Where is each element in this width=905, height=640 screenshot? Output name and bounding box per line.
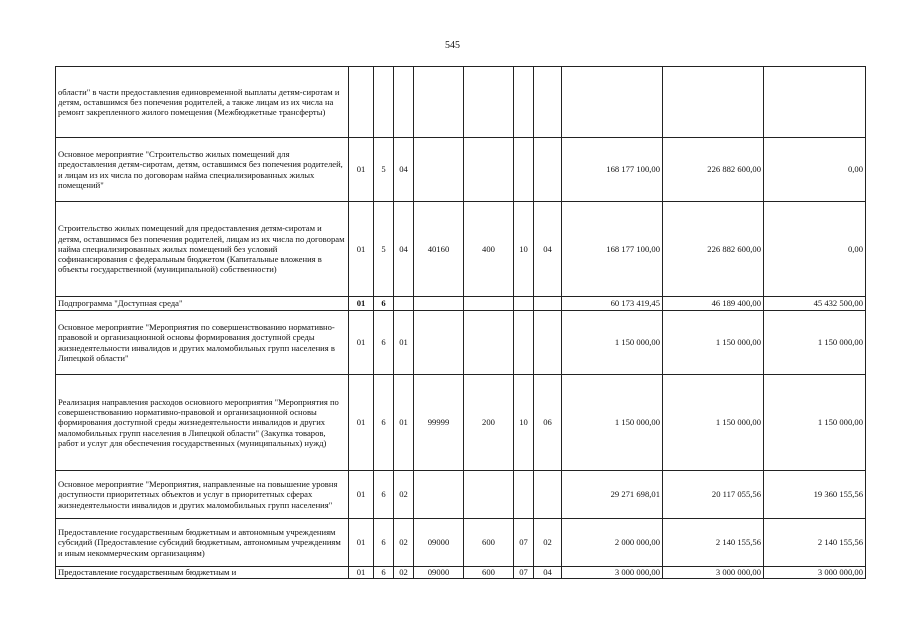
row-c7-cell [534, 138, 562, 202]
row-c2-cell [374, 67, 394, 138]
table-row [56, 567, 866, 579]
row-v3-cell: 3 000 000,00 [764, 567, 866, 579]
row-c5-cell: 400 [464, 202, 514, 297]
row-c4-cell: 40160 [414, 202, 464, 297]
row-name-cell: Строительство жилых помещений для предоставления детям-сиротам и детям, оставшимся без попечения родителей, лицам из их числа по договорам найма специализированных жилых помещений без условий софинансирования с федеральным бюджетом (Капитальные вложения в объекты государственной (муниципальной) собственности) [56, 202, 349, 297]
row-c1-cell [349, 67, 374, 138]
row-v1-cell: 29 271 698,01 [562, 471, 663, 519]
page-number: 545 [445, 40, 460, 51]
row-v1-cell: 3 000 000,00 [562, 567, 663, 579]
table-row [56, 67, 866, 138]
row-c2-cell: 5 [374, 202, 394, 297]
row-c3-cell: 04 [394, 202, 414, 297]
row-c3-cell: 02 [394, 567, 414, 579]
row-c1-cell: 01 [349, 375, 374, 471]
row-v2-cell: 46 189 400,00 [663, 297, 764, 311]
row-c7-cell [534, 311, 562, 375]
row-c7-cell: 06 [534, 375, 562, 471]
row-c5-cell: 600 [464, 567, 514, 579]
row-c3-cell [394, 297, 414, 311]
row-name-cell: Подпрограмма "Доступная среда" [56, 297, 349, 311]
row-c7-cell [534, 67, 562, 138]
budget-table [55, 66, 866, 579]
row-c1-cell: 01 [349, 471, 374, 519]
row-c1-cell: 01 [349, 297, 374, 311]
row-c4-cell: 99999 [414, 375, 464, 471]
row-c4-cell: 09000 [414, 567, 464, 579]
row-name-cell: области" в части предоставления единовременной выплаты детям-сиротам и детям, оставшимся без попечения родителей, а также лицам из их числа на ремонт закрепленного жилого помещения (Межбюджетные трансферты) [56, 67, 349, 138]
row-c6-cell: 10 [514, 375, 534, 471]
row-c4-cell [414, 138, 464, 202]
row-c7-cell: 04 [534, 202, 562, 297]
row-c2-cell: 6 [374, 297, 394, 311]
row-name-cell: Основное мероприятие "Мероприятия по совершенствованию нормативно-правовой и организационной основы формирования доступной среды жизнедеятельности инвалидов и других маломобильных групп населения в Липецкой области" [56, 311, 349, 375]
row-v3-cell: 19 360 155,56 [764, 471, 866, 519]
row-c5-cell [464, 297, 514, 311]
row-v1-cell: 168 177 100,00 [562, 138, 663, 202]
row-c6-cell [514, 67, 534, 138]
row-v2-cell: 20 117 055,56 [663, 471, 764, 519]
row-c3-cell: 04 [394, 138, 414, 202]
row-c2-cell: 6 [374, 519, 394, 567]
row-v2-cell: 1 150 000,00 [663, 375, 764, 471]
row-c2-cell: 6 [374, 311, 394, 375]
row-v1-cell [562, 67, 663, 138]
row-v3-cell: 45 432 500,00 [764, 297, 866, 311]
row-c4-cell [414, 471, 464, 519]
row-c5-cell [464, 471, 514, 519]
row-v1-cell: 168 177 100,00 [562, 202, 663, 297]
row-v1-cell: 1 150 000,00 [562, 375, 663, 471]
row-c3-cell [394, 67, 414, 138]
row-v3-cell [764, 67, 866, 138]
row-v1-cell: 1 150 000,00 [562, 311, 663, 375]
table-row [56, 375, 866, 471]
row-c4-cell [414, 311, 464, 375]
row-v1-cell: 2 000 000,00 [562, 519, 663, 567]
row-c2-cell: 6 [374, 471, 394, 519]
row-v1-cell: 60 173 419,45 [562, 297, 663, 311]
table-row [56, 297, 866, 311]
row-c5-cell [464, 311, 514, 375]
row-name-cell: Реализация направления расходов основного мероприятия "Мероприятия по совершенствованию нормативно-правовой и организационной основы формирования доступной среды жизнедеятельности инвалидов и других маломобильных групп населения в Липецкой области" (Закупка товаров, работ и услуг для обеспечения государственных (муниципальных) нужд) [56, 375, 349, 471]
row-name-cell: Основное мероприятие "Строительство жилых помещений для предоставления детям-сиротам, детям, оставшимся без попечения родителей, и лицам из их числа по договорам найма специализированных жилых помещений" [56, 138, 349, 202]
row-name-cell: Предоставление государственным бюджетным и [56, 567, 349, 579]
table-row [56, 519, 866, 567]
row-c1-cell: 01 [349, 138, 374, 202]
table-row [56, 138, 866, 202]
row-c3-cell: 02 [394, 519, 414, 567]
row-c6-cell [514, 138, 534, 202]
table-row [56, 202, 866, 297]
row-c1-cell: 01 [349, 567, 374, 579]
row-c6-cell [514, 297, 534, 311]
row-c6-cell: 07 [514, 519, 534, 567]
row-v2-cell [663, 67, 764, 138]
row-c5-cell: 200 [464, 375, 514, 471]
row-c7-cell [534, 297, 562, 311]
row-name-cell: Основное мероприятие "Мероприятия, направленные на повышение уровня доступности приоритетных объектов и услуг в приоритетных сферах жизнедеятельности инвалидов и других маломобильных групп населения" [56, 471, 349, 519]
row-c3-cell: 02 [394, 471, 414, 519]
row-c6-cell: 07 [514, 567, 534, 579]
row-name-cell: Предоставление государственным бюджетным и автономным учреждениям субсидий (Предоставление субсидий бюджетным, автономным учреждениям и иным некоммерческим организациям) [56, 519, 349, 567]
row-v2-cell: 1 150 000,00 [663, 311, 764, 375]
row-v3-cell: 1 150 000,00 [764, 375, 866, 471]
row-v2-cell: 226 882 600,00 [663, 138, 764, 202]
row-c5-cell [464, 67, 514, 138]
row-c2-cell: 6 [374, 567, 394, 579]
row-c1-cell: 01 [349, 519, 374, 567]
row-v3-cell: 2 140 155,56 [764, 519, 866, 567]
row-c3-cell: 01 [394, 311, 414, 375]
row-c2-cell: 5 [374, 138, 394, 202]
row-c7-cell [534, 471, 562, 519]
row-c1-cell: 01 [349, 311, 374, 375]
row-c6-cell: 10 [514, 202, 534, 297]
row-c2-cell: 6 [374, 375, 394, 471]
row-c6-cell [514, 471, 534, 519]
row-v3-cell: 1 150 000,00 [764, 311, 866, 375]
row-v2-cell: 2 140 155,56 [663, 519, 764, 567]
table-row [56, 471, 866, 519]
row-c4-cell [414, 67, 464, 138]
row-v3-cell: 0,00 [764, 202, 866, 297]
row-c5-cell: 600 [464, 519, 514, 567]
row-v2-cell: 3 000 000,00 [663, 567, 764, 579]
row-c3-cell: 01 [394, 375, 414, 471]
row-c7-cell: 02 [534, 519, 562, 567]
row-c1-cell: 01 [349, 202, 374, 297]
row-c6-cell [514, 311, 534, 375]
row-c4-cell: 09000 [414, 519, 464, 567]
row-c5-cell [464, 138, 514, 202]
row-c4-cell [414, 297, 464, 311]
row-v3-cell: 0,00 [764, 138, 866, 202]
row-v2-cell: 226 882 600,00 [663, 202, 764, 297]
row-c7-cell: 04 [534, 567, 562, 579]
table-row [56, 311, 866, 375]
